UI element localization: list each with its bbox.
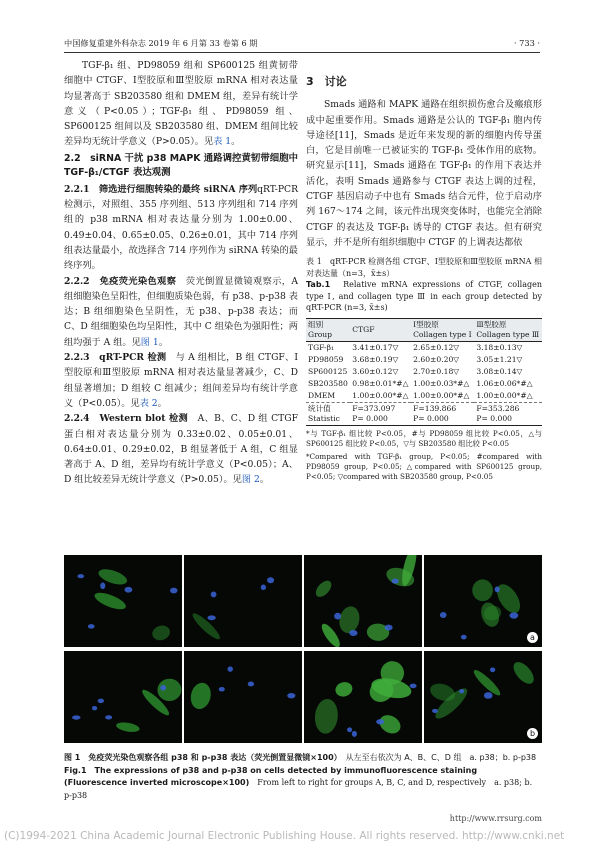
heading-2-2-3: 2.2.3 qRT-PCR 检测 [64,352,167,364]
heading-2-2-2: 2.2.2 免疫荧光染色观察 [64,275,177,287]
row-label-a: a [527,632,538,643]
table-value-cell: 1.00±0.00*#△ [352,390,409,400]
right-column [306,58,542,482]
table-group-cell: PD98059 [308,354,344,364]
table-group-cell: 统计值 Statistic [306,402,350,425]
heading-2-2-1: 2.2.1 筛选进行细胞转染的最终 siRNA 序列 [64,183,258,195]
table-row [306,341,542,354]
table-value-cell: 2.65±0.12▽ [413,342,460,352]
table-1-link[interactable]: 表 1 [213,136,232,148]
micrograph-image [304,651,422,743]
table-value-cell: 3.18±0.13▽ [476,342,523,352]
table-value-cell: 1.00±0.00*#△ [413,390,470,400]
panel-b-group-d [424,651,542,743]
paragraph-2-2-1: 2.2.1 筛选进行细胞转染的最终 siRNA 序列qRT-PCR 检测示，对照组、355 序列组、513 序列组和 714 序列组的 p38 mRNA 相对表达量分别为 1.00±0.00、0.49±0.04、0.65±0.05、0.26±0.01，其中 714 序列组表达量最小，故选择含 714 序列作为 siRNA 转染的最终序列。 [64,183,298,272]
figure-2-link[interactable]: 图 2 [241,474,260,486]
table-value-cell: 1.00±0.00*#△ [476,390,533,400]
panel-a-group-a [64,555,182,647]
table-value-cell: 3.08±0.14▽ [476,366,523,376]
paragraph-2-2-4: 2.2.4 Western blot 检测 A、B、C、D 组 CTGF 蛋白相对表达量分别为 0.33±0.02、0.05±0.01、0.64±0.01、0.29±0.02，B 组显著低于 A 组，C 组显著高于 A、D 组，差异均有统计学意义（P<0.05）；A、D 组比较差异无统计学意义（P>0.05）。见图 2。 [64,413,298,486]
data-table [306,318,542,426]
table-title-en: Tab.1 Relative mRNA expressions of CTGF, collagen type Ⅰ, and collagen type Ⅲ in each group detected by qRT-PCR (n=3, x̄±s) [306,280,543,313]
table-row [306,366,542,378]
table-row [306,354,542,366]
figure-1-link[interactable]: 图 1 [140,336,159,348]
paragraph-2-2-2: 2.2.2 免疫荧光染色观察 荧光倒置显微镜观察示，A 组细胞染色呈阳性，但细胞质染色弱，有 p38、p-p38 表达；B 组细胞染色呈阴性，无 p38、p-p38 表达；而 C、D 组细胞染色均呈阳性，其中 C 组染色为强阳性；两组均强于 A 组。见图 1。 [64,275,299,348]
table-value-cell: 1.00±0.03*#△ [413,378,470,388]
heading-2-2-4: 2.2.4 Western blot 检测 [64,413,189,425]
table-title-zh: 表 1 qRT-PCR 检测各组 CTGF、Ⅰ型胶原和Ⅲ型胶原 mRNA 相对表达量（n=3，x̄±s） [306,257,542,278]
table-header-row [306,318,542,341]
paragraph-2-2-3: 2.2.3 qRT-PCR 检测 与 A 组相比，B 组 CTGF、Ⅰ型胶原和Ⅲ型胶原 mRNA 相对表达量显著减少，C、D 组显著增加；D 组较 C 组减少；组间差异均有统计学意义（P<0.05）。见表 2。 [64,352,299,409]
figure-caption-zh: 图 1 免疫荧光染色观察各组 p38 和 p-p38 表达（荧光倒置显微镜×100） 从左至右依次为 A、B、C、D 组 a. p38；b. p-p38 [64,753,537,762]
figure-caption [64,752,542,802]
panel-a-group-b [184,555,302,647]
journal-url[interactable]: http://www.rrsurg.com [449,814,542,823]
section-heading-2-2: 2.2 siRNA 干扰 p38 MAPK 通路调控黄韧带细胞中 TGF-β₁/CTGF 表达观测 [64,152,298,178]
table-value-cell: 1.06±0.06*#△ [476,378,533,388]
fluorescence-figure [64,555,542,745]
copyright-watermark: (C)1994-2021 China Academic Journal Electronic Publishing House. All rights reserved. http://www.cnki.net [4,830,565,842]
table-header-cell: Ⅲ型胶原 Collagen type Ⅲ [474,318,542,341]
table-value-cell: 3.05±1.21▽ [476,354,523,364]
table-group-cell: DMEM [308,390,336,400]
left-column [64,58,298,488]
panel-a-group-c [304,555,422,647]
table-value-cell: 2.70±0.18▽ [413,366,460,376]
table-row [306,378,542,390]
panel-a-group-d [424,555,542,647]
figure-caption-en: Fig.1 The expressions of p38 and p-p38 on cells detected by immunofluorescence staining (Fluorescence inverted microscope×100) From left to right for groups A, B, C, and D, respectively a. p38; b. p-p38 [64,765,533,800]
micrograph-image [184,555,302,647]
table-value-cell: 2.60±0.20▽ [413,354,460,364]
micrograph-image [424,651,542,743]
table-row [306,390,542,403]
micrograph-image [184,651,302,743]
table-value-cell: F=373.097 P= 0.000 [350,402,411,425]
table-footnote-zh: *与 TGF-β₁ 组比较 P<0.05，#与 PD98059 组比较 P<0.05，△与 SP600125 组比较 P<0.05，▽与 SB203580 组比较 P<0.05 [306,428,542,448]
panel-b-group-a [64,651,182,743]
table-header-cell: 组别 Group [306,318,350,341]
table-value-cell: F=139.866 P= 0.000 [411,402,474,425]
table-header-cell: Ⅰ型胶原 Collagen type Ⅰ [411,318,474,341]
table-group-cell: SP600125 [308,366,348,376]
micrograph-image [64,651,182,743]
micrograph-image [64,555,182,647]
table-value-cell: 0.98±0.01*#△ [352,378,409,388]
table-value-cell: 3.41±0.17▽ [352,342,399,352]
micrograph-image [424,555,542,647]
journal-title: 中国修复重建外科杂志 2019 年 6 月第 33 卷第 6 期 [64,38,258,48]
panel-b-group-b [184,651,302,743]
results-paragraph: TGF-β₁ 组、PD98059 组和 SP600125 组黄韧带细胞中 CTGF、Ⅰ型胶原和Ⅲ型胶原 mRNA 相对表达量均显著高于 SB203580 组和 DMEM 组，差异有统计学意义（P<0.05）；TGF-β₁ 组、PD98059 组、SP600125 组间以及 SB203580 组、DMEM 组间比较差异均无统计学意义（P>0.05）。见表 1。 [64,60,298,148]
table-value-cell: 3.60±0.12▽ [352,366,399,376]
row-label-b: b [527,728,538,739]
micrograph-image [304,555,422,647]
panel-b-group-c [304,651,422,743]
page-number: · 733 · [513,38,540,48]
table-value-cell: 3.68±0.19▽ [352,354,399,364]
table-row [306,402,542,425]
running-header [64,38,540,53]
table-2-link[interactable]: 表 2 [139,397,158,409]
discussion-paragraph: Smads 通路和 MAPK 通路在组织损伤愈合及瘢痕形成中起重要作用。Smads 通路是公认的 TGF-β₁ 胞内传导途径[11]，Smads 是近年来发现的新的细胞内传导蛋白，它是目前唯一已被证实的 TGF-β₁ 受体作用的底物。研究显示[11]，Smads 通路在 TGF-β₁ 的作用下表达并活化，表明 Smads 通路参与 CTGF 表达上调的过程，CTGF 基因启动子中也有 Smads 结合元件，位于启动序列 167～174 之间，该元件出现突变体时，也能完全消除 CTGF 的表达及 TGF-β₁ 诱导的 CTGF 表达。但有研究显示，并不是所有组织细胞中 CTGF 的上调表达都依 [306,99,542,248]
table-caption [306,256,542,314]
table-footnote-en: *Compared with TGF-β₁ group, P<0.05; #compared with PD98059 group, P<0.05; △compared with SP600125 group, P<0.05; ▽compared with SB203580 group, P<0.05 [306,451,542,481]
table-group-cell: SB203580 [308,378,348,388]
table-value-cell: F=353.286 P= 0.000 [474,402,542,425]
table-header-cell: CTGF [350,318,411,341]
section-heading-discussion: 3 讨论 [306,75,347,88]
table-group-cell: TGF-β₁ [308,342,335,352]
